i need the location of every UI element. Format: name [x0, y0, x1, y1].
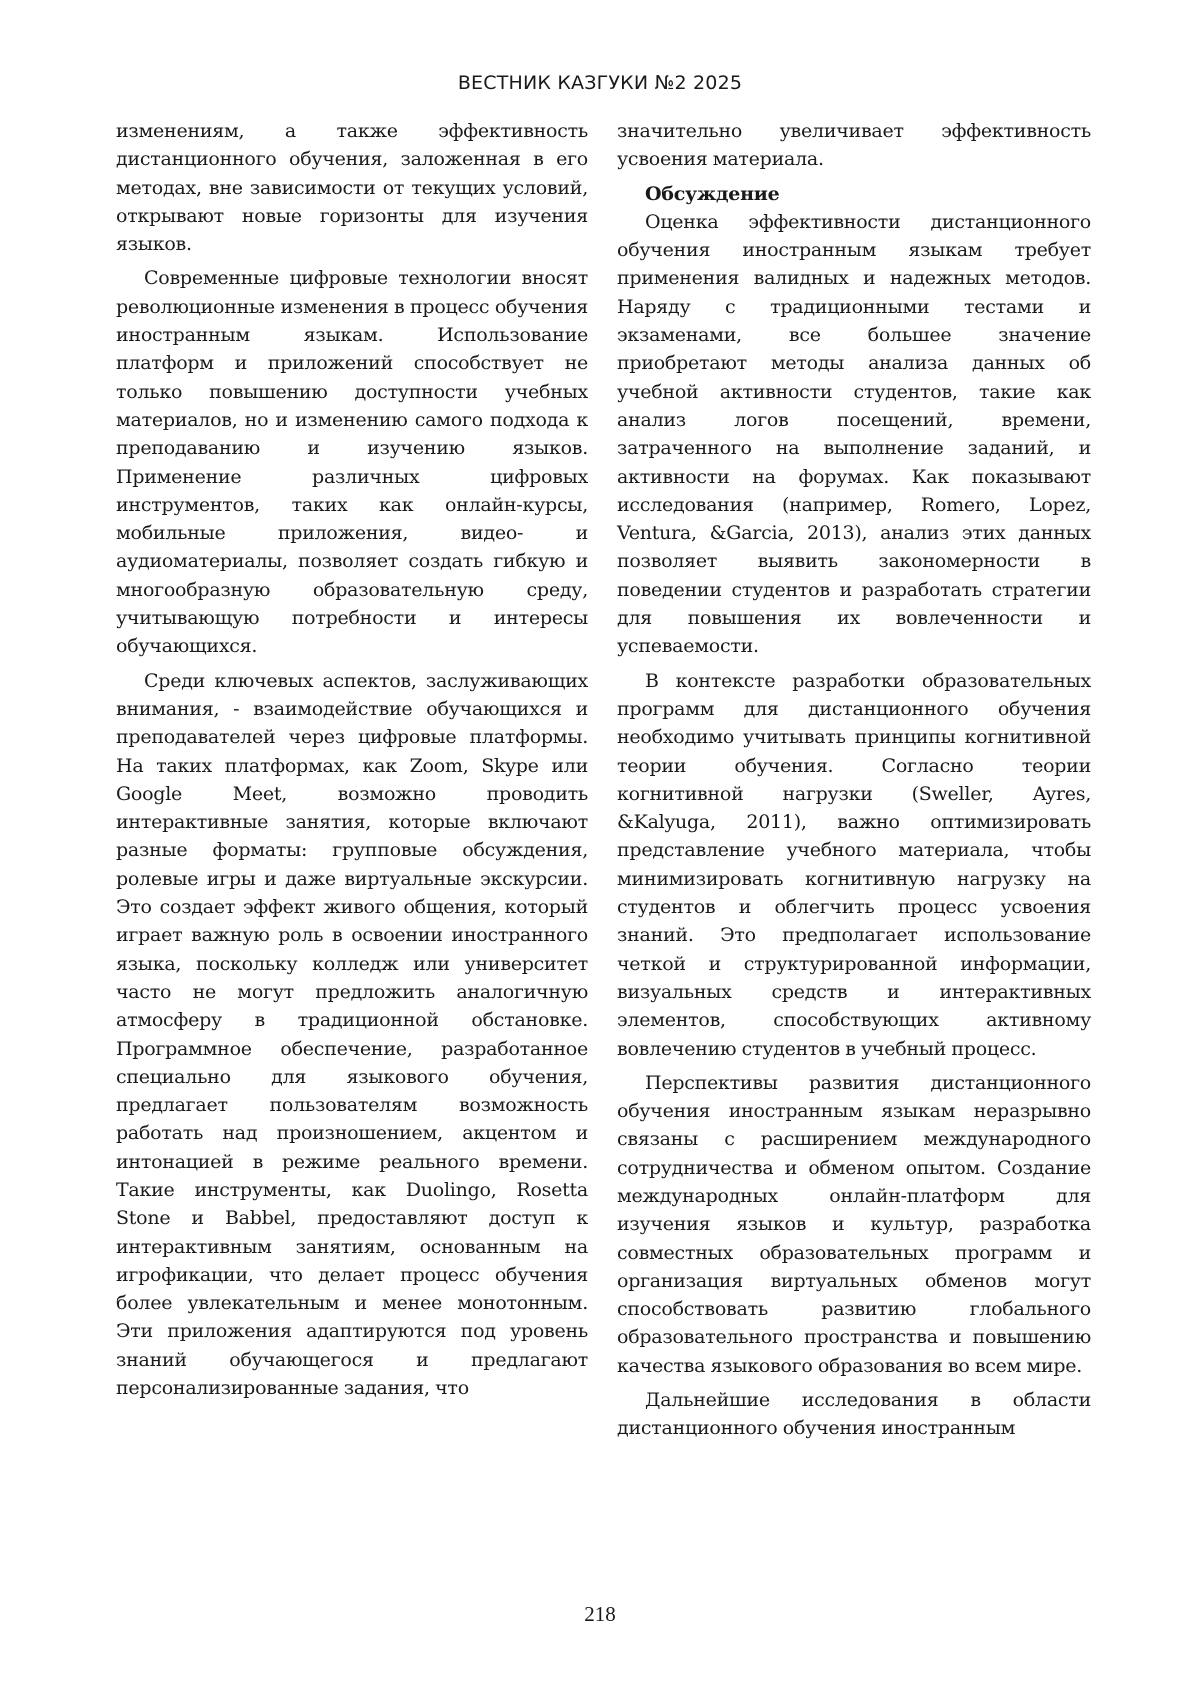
paragraph: значительно увеличивает эффективность усвоения материала.	[617, 120, 1091, 171]
running-head: ВЕСТНИК КАЗГУКИ №2 2025	[457, 72, 743, 94]
paragraph: Оценка эффективности дистанционного обучения иностранным языкам требует применения валидных и надежных методов. Наряду с традиционными тестами и экзаменами, все большее значение приобретают методы анализа данных об учебной активности студентов, такие как анализ логов посещений, времени, затраченного на выполнение заданий, и активности на форумах. Как показывают исследования (например, Romero, Lopez, Ventura, &Garcia, 2013), анализ этих данных позволяет выявить закономерности в поведении студентов и разработать стратегии для повышения их вовлеченности и успеваемости.	[617, 210, 1091, 658]
paragraph: Дальнейшие исследования в области дистанционного обучения иностранным	[617, 1389, 1091, 1440]
right-column	[617, 117, 1091, 1449]
paragraph: Среди ключевых аспектов, заслуживающих внимания, - взаимодействие обучающихся и преподавателей через цифровые платформы. На таких платформах, как Zoom, Skype или Google Meet, возможно проводить интерактивные занятия, которые включают разные форматы: групповые обсуждения, ролевые игры и даже виртуальные экскурсии. Это создает эффект живого общения, который играет важную роль в освоении иностранного языка, поскольку колледж или университет часто не могут предложить аналогичную атмосферу в традиционной обстановке. Программное обеспечение, разработанное специально для языкового обучения, предлагает пользователям возможность работать над произношением, акцентом и интонацией в режиме реального времени. Такие инструменты, как Duolingo, Rosetta Stone и Babbel, предоставляют доступ к интерактивным занятиям, основанным на игрофикации, что делает процесс обучения более увлекательным и менее монотонным. Эти приложения адаптируются под уровень знаний обучающегося и предлагают персонализированные задания, что	[116, 669, 588, 1400]
paragraph: изменениям, а также эффективность дистанционного обучения, заложенная в его методах, вне зависимости от текущих условий, открывают новые горизонты для изучения языков.	[116, 120, 588, 256]
paragraph: Современные цифровые технологии вносят революционные изменения в процесс обучения иностранным языкам. Использование платформ и приложений способствует не только повышению доступности учебных материалов, но и изменению самого подхода к преподаванию и изучению языков. Применение различных цифровых инструментов, таких как онлайн-курсы, мобильные приложения, видео- и аудиоматериалы, позволяет создать гибкую и многообразную образовательную среду, учитывающую потребности и интересы обучающихся.	[116, 267, 588, 658]
left-column	[116, 117, 588, 1408]
paragraph: В контексте разработки образовательных программ для дистанционного обучения необходимо учитывать принципы когнитивной теории обучения. Согласно теории когнитивной нагрузки (Sweller, Ayres, &Kalyuga, 2011), важно оптимизировать представление учебного материала, чтобы минимизировать когнитивную нагрузку на студентов и облегчить процесс усвоения знаний. Это предполагает использование четкой и структурированной информации, визуальных средств и интерактивных элементов, способствующих активному вовлечению студентов в учебный процесс.	[617, 669, 1091, 1060]
paragraph: Перспективы развития дистанционного обучения иностранным языкам неразрывно связаны с расширением международного сотрудничества и обменом опытом. Создание международных онлайн-платформ для изучения языков и культур, разработка совместных образовательных программ и организация виртуальных обменов могут способствовать развитию глобального образовательного пространства и повышению качества языкового образования во всем мире.	[617, 1071, 1091, 1377]
section-heading: Обсуждение	[645, 182, 780, 205]
page-number: 218	[584, 1602, 616, 1626]
